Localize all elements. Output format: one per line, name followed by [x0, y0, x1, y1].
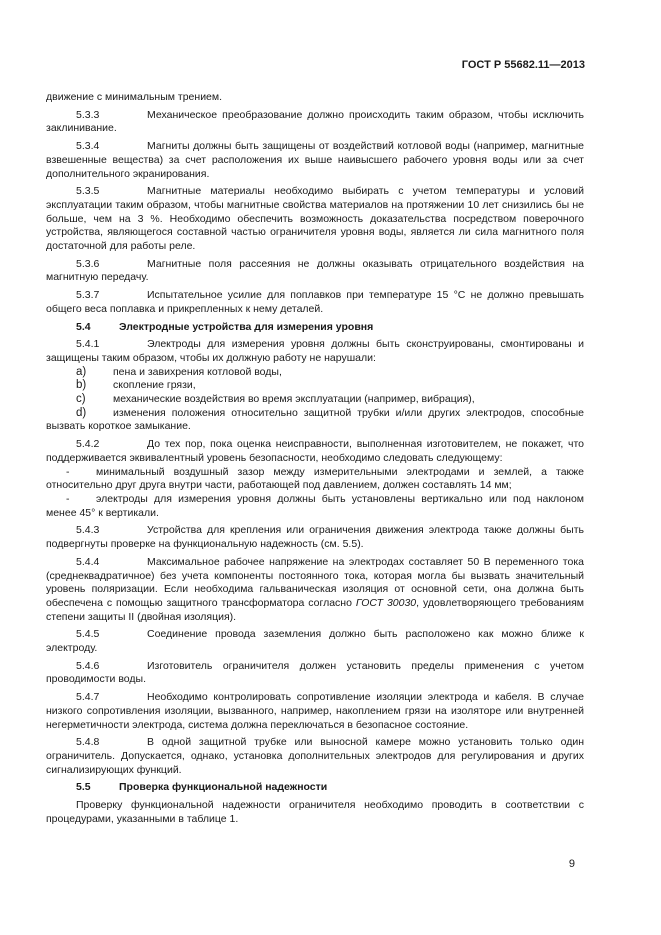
clause-text: Необходимо контролировать сопротивление изоляции электрода и кабеля. В случае низкого сопротивления изоляции, вызванного, например, накоплением грязи на изоляторе или внутренней негерметичности электрода, система должна переключаться в безопасное состояние. [46, 691, 584, 731]
list-item-marker: a) [76, 365, 87, 378]
clause-5-5-intro: Проверку функциональной надежности ограничителя необходимо проводить в соответствии с процедурами, указанными в таблице 1. [46, 799, 584, 825]
clause-5-4-7 [46, 691, 584, 732]
document-header: ГОСТ Р 55682.11—2013 [461, 59, 585, 71]
list-item-marker: - [66, 465, 70, 478]
section-title: Электродные устройства для измерения уровня [119, 320, 374, 333]
clause-5-4-5 [46, 628, 584, 655]
clause-5-3-3 [46, 109, 584, 136]
list-item-c [46, 393, 584, 407]
page-number: 9 [568, 858, 575, 870]
clause-5-3-7 [46, 289, 584, 316]
section-number: 5.4 [76, 320, 91, 333]
list-item-text: пена и завихрения котловой воды, [113, 365, 282, 378]
list-item-marker: b) [76, 379, 87, 392]
clause-text: Изготовитель ограничителя должен установить пределы применения с учетом проводимости воды. [46, 659, 584, 686]
list-item-text: электроды для измерения уровня должны быть установлены вертикально или под наклоном менее 45° к вертикали. [46, 492, 584, 519]
clause-text-continued: , удовлетворяющего требованиям степени защиты II (двойная изоляция). [46, 596, 585, 623]
clause-text: Магниты должны быть защищены от воздействий котловой воды (например, магнитные взвешенные вещества) за счет расположения их выше наивысшего рабочего уровня воды или за счет дополнительного экранирования. [46, 140, 584, 180]
section-title: Проверка функциональной надежности [119, 781, 328, 794]
continuation-text: движение с минимальным трением. [46, 91, 223, 103]
clause-number: 5.3.7 [76, 289, 100, 302]
clause-number: 5.3.4 [76, 140, 100, 153]
clause-number: 5.4.5 [76, 628, 100, 641]
list-item-text: механические воздействия во время эксплуатации (например, вибрация), [113, 393, 475, 406]
section-heading-5-4 [46, 321, 584, 335]
clause-text: В одной защитной трубке или выносной камере можно установить только один ограничитель. Допускается, однако, установка дополнительных электродов для регулирования и других сигнализирующих функций. [46, 736, 584, 776]
clause-text: Магнитные поля рассеяния не должны оказывать отрицательного воздействия на магнитную передачу. [46, 257, 584, 284]
clause-5-4-6 [46, 660, 584, 687]
clause-text: Соединение провода заземления должно быть расположено как можно ближе к электроду. [46, 628, 584, 655]
clause-text: Механическое преобразование должно происходить таким образом, чтобы исключить заклинивание. [46, 108, 584, 135]
dash-item-2 [46, 493, 584, 520]
standard-reference: ГОСТ 30030 [355, 596, 417, 609]
clause-text: Электроды для измерения уровня должны быть сконструированы, смонтированы и защищены таким образом, чтобы их должную работу не нарушали: [46, 338, 584, 364]
clause-number: 5.4.8 [76, 736, 100, 749]
list-item-text: изменения положения относительно защитной трубки и/или других электродов, способные вызвать короткое замыкание. [46, 406, 584, 433]
clause-number: 5.3.5 [76, 185, 100, 198]
clause-text: До тех пор, пока оценка неисправности, выполненная изготовителем, не покажет, что поддерживается эквивалентный уровень безопасности, необходимо следовать следующему: [46, 438, 584, 464]
list-item-text: минимальный воздушный зазор между измерительными электродами и землей, а также относительно друг друга внутри части, работающей под давлением, должен составлять 14 мм; [46, 465, 584, 492]
section-number: 5.5 [76, 781, 91, 794]
list-item-marker: c) [76, 393, 86, 406]
dash-item-1 [46, 466, 584, 493]
clause-number: 5.4.6 [76, 659, 100, 672]
clause-number: 5.4.3 [76, 524, 100, 537]
clause-5-3-5 [46, 185, 584, 254]
clause-5-4-8 [46, 736, 584, 777]
clause-5-4-3 [46, 524, 584, 551]
list-item-a [46, 366, 584, 380]
clause-number: 5.4.7 [76, 691, 100, 704]
list-item-text: скопление грязи, [113, 379, 196, 392]
list-item-marker: d) [76, 406, 87, 419]
document-body [46, 91, 584, 826]
list-item-d [46, 407, 584, 434]
clause-number: 5.4.2 [76, 438, 100, 451]
clause-text: Устройства для крепления или ограничения движения электрода также должны быть подвергнуты проверке на функциональную надежность (см. 5.5). [46, 524, 584, 551]
clause-number: 5.4.4 [76, 555, 100, 568]
clause-number: 5.3.6 [76, 257, 100, 270]
section-heading-5-5 [46, 781, 584, 795]
clause-5-4-2 [46, 438, 584, 465]
clause-text: Максимальное рабочее напряжение на электродах составляет 50 В переменного тока (среднеквадратичное) без учета компоненты постоянного тока, которая могла бы вызвать значительный уровень поляризации. Если необходима гальваническая изоляция от основной сети, она должна быть обеспечена с помощью защитного трансформатора согласно [46, 555, 584, 609]
clause-text: Испытательное усилие для поплавков при температуре 15 °С не должно превышать общего веса поплавка и прикрепленных к нему деталей. [46, 289, 584, 315]
clause-number: 5.3.3 [76, 108, 100, 121]
list-item-marker: - [66, 492, 70, 505]
clause-5-4-4 [46, 556, 584, 625]
clause-number: 5.4.1 [76, 338, 100, 351]
clause-5-3-4 [46, 140, 584, 181]
clause-5-3-6 [46, 258, 584, 285]
clause-5-4-1 [46, 338, 584, 365]
clause-text: Магнитные материалы необходимо выбирать с учетом температуры и условий эксплуатации таким образом, чтобы магнитные свойства материалов на протяжении 10 лет снизились бы не больше, чем на 3 %. Необходимо обеспечить возможность доказательства посредством поверочного устройства, являющегося составной частью ограничителя уровня воды, является ли сила магнитного поля достаточной для работы реле. [46, 185, 584, 253]
list-item-b [46, 379, 584, 393]
